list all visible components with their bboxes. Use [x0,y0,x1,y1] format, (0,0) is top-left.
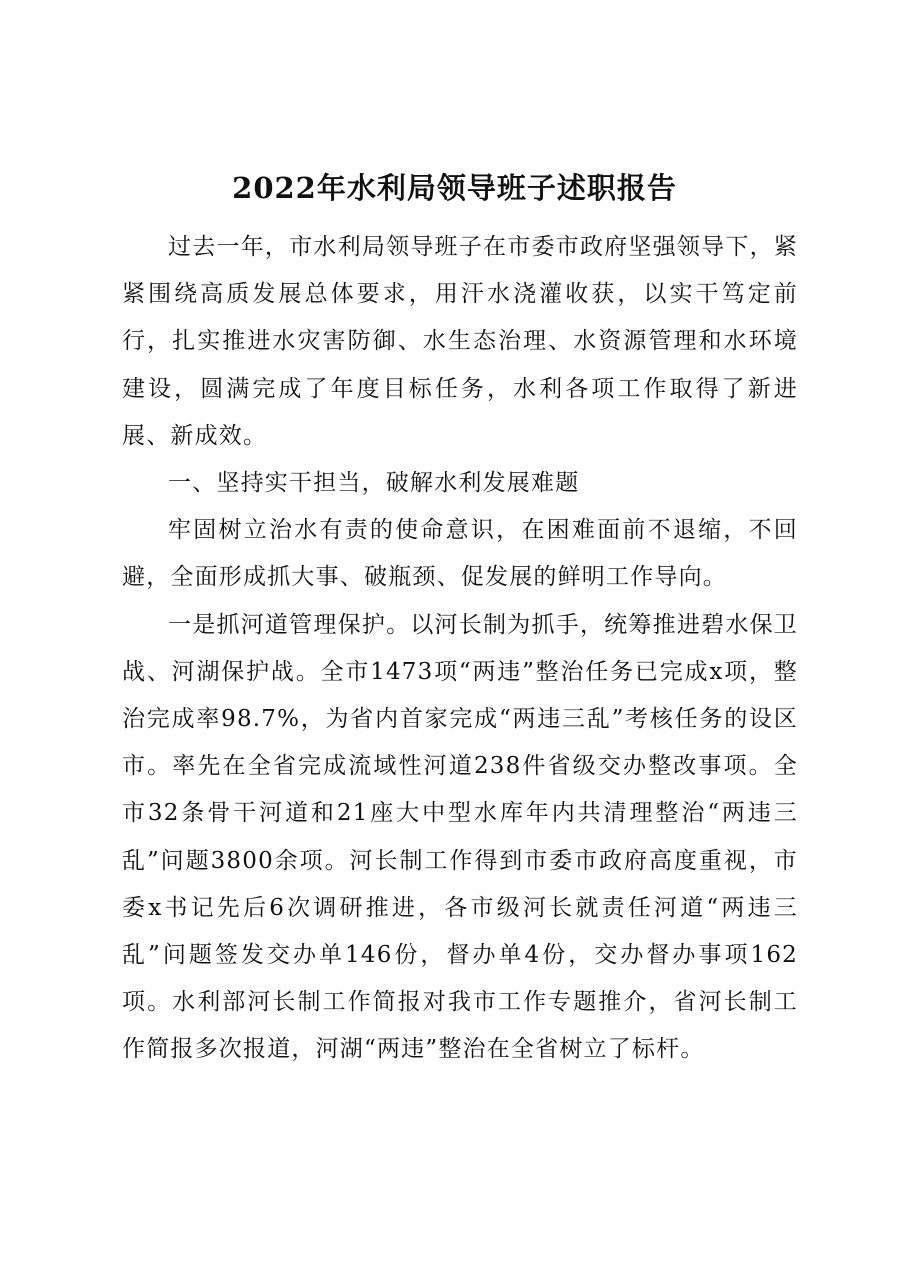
river-management-paragraph: 一是抓河道管理保护。以河长制为抓手，统筹推进碧水保卫战、河湖保护战。全市1473项“两违”整治任务已完成x项，整治完成率98.7%，为省内首家完成“两违三乱”考核任务的设区市。率先在全省完成流域性河道238件省级交办整改事项。全市32条骨干河道和21座大中型水库年内共清理整治“两违三乱”问题3800余项。河长制工作得到市委市政府高度重视，市委x书记先后6次调研推进，各市级河长就责任河道“两违三乱”问题签发交办单146份，督办单4份，交办督办事项162项。水利部河长制工作简报对我市工作专题推介，省河长制工作简报多次报道，河湖“两违”整治在全省树立了标杆。 [122,611,798,1063]
document-body [122,224,798,1074]
section-heading: 一、坚持实干担当，破解水利发展难题 [168,470,580,497]
intro-paragraph: 过去一年，市水利局领导班子在市委市政府坚强领导下，紧紧围绕高质发展总体要求，用汗水浇灌收获，以实干笃定前行，扎实推进水灾害防御、水生态治理、水资源管理和水环境建设，圆满完成了年度目标任务，水利各项工作取得了新进展、新成效。 [122,234,798,449]
section-paragraph: 牢固树立治水有责的使命意识，在困难面前不退缩，不回避，全面形成抓大事、破瓶颈、促发展的鲜明工作导向。 [122,517,798,591]
document-title: 2022年水利局领导班子述职报告 [232,171,677,205]
